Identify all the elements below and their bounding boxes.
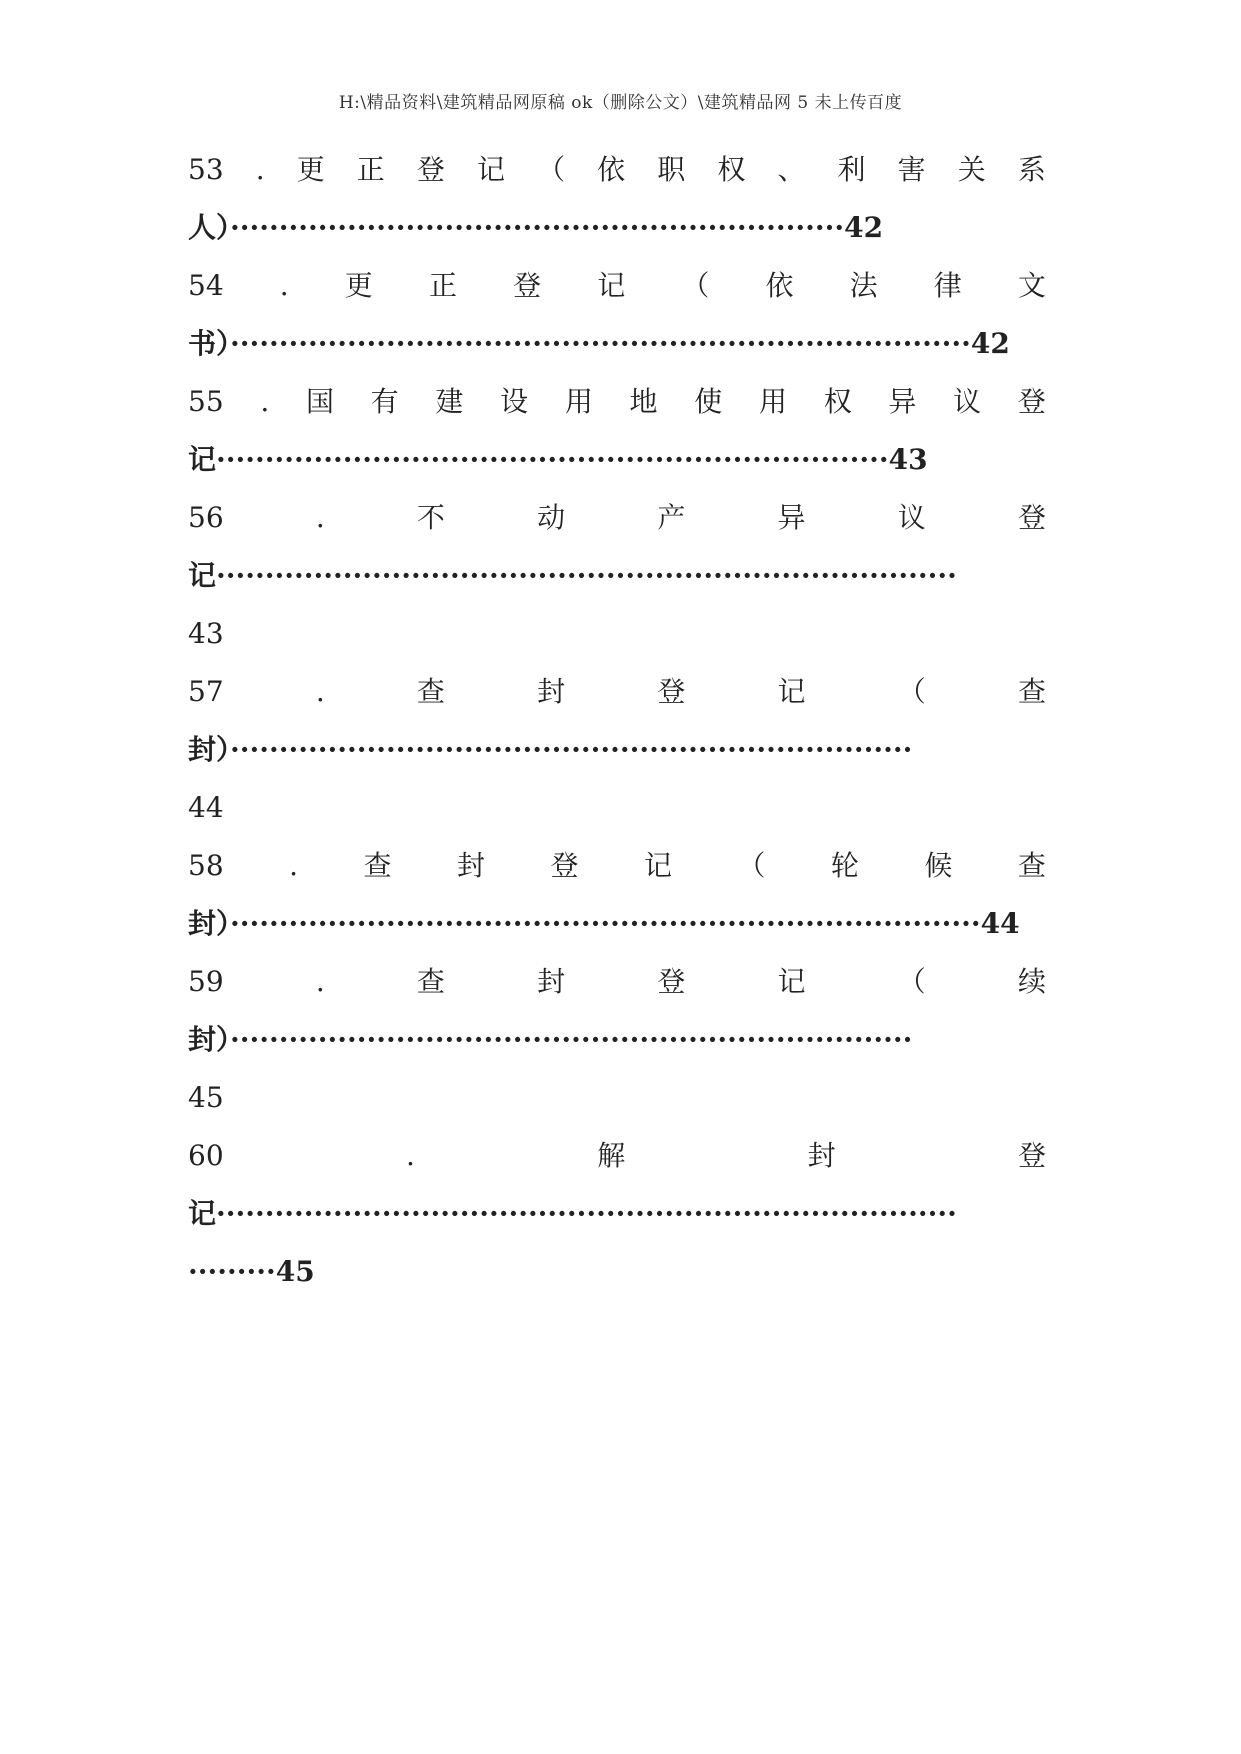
toc-title-token: 正 [428, 269, 457, 302]
toc-entry-53-leader[interactable]: 人）·······························································42 [188, 211, 884, 244]
toc-title-token: 查 [416, 675, 445, 708]
toc-entry-57-leader[interactable]: 封）······································································ [188, 733, 913, 766]
toc-title-token: 查 [1017, 675, 1046, 708]
toc-title-token: 查 [416, 965, 445, 998]
toc-title-token: . [255, 153, 265, 186]
toc-title-token: . [315, 501, 325, 534]
toc-title-token: 候 [924, 849, 953, 882]
toc-title-token: 记 [777, 675, 806, 708]
toc-title-token: 地 [629, 385, 658, 418]
toc-entry-56-page[interactable]: 43 [188, 617, 224, 650]
toc-entry-58-title[interactable] [188, 846, 1046, 886]
toc-title-token: . [289, 849, 299, 882]
toc-entry-60-leader[interactable]: 记············································································ [188, 1197, 957, 1230]
toc-entry-54-leader[interactable]: 书）············································································42 [188, 327, 1010, 360]
toc-title-token: （ [537, 153, 566, 186]
toc-entry-59-leader[interactable]: 封）······································································ [188, 1023, 913, 1056]
toc-title-token: 异 [777, 501, 806, 534]
toc-title-token: 使 [694, 385, 723, 418]
toc-title-token: 53 [188, 153, 224, 186]
toc-title-token: 系 [1017, 153, 1046, 186]
toc-title-token: . [405, 1139, 415, 1172]
toc-title-token: 登 [1017, 385, 1046, 418]
toc-title-token: 56 [188, 501, 224, 534]
toc-entry-53-title[interactable] [188, 150, 1046, 190]
toc-entry-57-title[interactable] [188, 672, 1046, 712]
toc-entry-54-title[interactable] [188, 266, 1046, 306]
toc-title-token: . [260, 385, 270, 418]
toc-entry-60-title[interactable] [188, 1136, 1046, 1176]
toc-title-token: 产 [657, 501, 686, 534]
toc-title-token: 封 [456, 849, 485, 882]
toc-title-token: 更 [344, 269, 373, 302]
toc-title-token: 封 [537, 965, 566, 998]
toc-title-token: （ [737, 849, 766, 882]
toc-entry-59-title[interactable] [188, 962, 1046, 1002]
toc-title-token: 文 [1017, 269, 1046, 302]
toc-title-token: 律 [933, 269, 962, 302]
toc-title-token: 关 [957, 153, 986, 186]
toc-entry-55-leader[interactable]: 记·····································································43 [188, 443, 928, 476]
toc-title-token: （ [897, 965, 926, 998]
toc-title-token: （ [897, 675, 926, 708]
toc-title-token: 动 [537, 501, 566, 534]
toc-title-token: 依 [597, 153, 626, 186]
toc-entry-57-page[interactable]: 44 [188, 791, 224, 824]
toc-title-token: . [315, 965, 325, 998]
toc-title-token: 不 [416, 501, 445, 534]
toc-title-token: 登 [1017, 501, 1046, 534]
toc-title-token: 59 [188, 965, 224, 998]
toc-title-token: 法 [849, 269, 878, 302]
toc-title-token: 议 [897, 501, 926, 534]
toc-title-token: 登 [416, 153, 445, 186]
toc-title-token: 解 [597, 1139, 626, 1172]
toc-title-token: 依 [765, 269, 794, 302]
toc-title-token: 建 [435, 385, 464, 418]
toc-title-token: 记 [597, 269, 626, 302]
toc-title-token: 记 [643, 849, 672, 882]
toc-entry-56-leader[interactable]: 记············································································ [188, 559, 957, 592]
toc-title-token: 国 [305, 385, 334, 418]
toc-title-token: 利 [837, 153, 866, 186]
toc-title-token: 57 [188, 675, 224, 708]
toc-title-token: 权 [823, 385, 852, 418]
toc-title-token: 正 [356, 153, 385, 186]
toc-title-token: 记 [476, 153, 505, 186]
toc-title-token: 登 [657, 675, 686, 708]
toc-title-token: 用 [758, 385, 787, 418]
toc-title-token: 登 [1017, 1139, 1046, 1172]
toc-title-token: . [315, 675, 325, 708]
toc-title-token: 害 [897, 153, 926, 186]
toc-title-token: 60 [188, 1139, 224, 1172]
toc-title-token: （ [681, 269, 710, 302]
toc-title-token: 异 [888, 385, 917, 418]
toc-title-token: 更 [296, 153, 325, 186]
toc-title-token: 58 [188, 849, 224, 882]
toc-title-token: 权 [717, 153, 746, 186]
toc-title-token: 55 [188, 385, 224, 418]
toc-title-token: 续 [1017, 965, 1046, 998]
toc-entry-58-leader[interactable]: 封）·············································································44 [188, 907, 1020, 940]
toc-entry-59-page[interactable]: 45 [188, 1081, 224, 1114]
toc-title-token: . [279, 269, 289, 302]
toc-title-token: 查 [363, 849, 392, 882]
toc-title-token: 登 [513, 269, 542, 302]
toc-title-token: 查 [1017, 849, 1046, 882]
toc-entry-56-title[interactable] [188, 498, 1046, 538]
toc-entry-55-title[interactable] [188, 382, 1046, 422]
toc-title-token: 有 [370, 385, 399, 418]
toc-title-token: 设 [500, 385, 529, 418]
toc-title-token: 、 [777, 153, 806, 186]
toc-title-token: 封 [537, 675, 566, 708]
toc-title-token: 54 [188, 269, 224, 302]
toc-title-token: 记 [777, 965, 806, 998]
toc-title-token: 议 [953, 385, 982, 418]
toc-title-token: 职 [657, 153, 686, 186]
toc-title-token: 轮 [830, 849, 859, 882]
toc-title-token: 用 [564, 385, 593, 418]
toc-title-token: 封 [807, 1139, 836, 1172]
toc-entry-60-page[interactable]: ·········45 [188, 1255, 315, 1288]
toc-title-token: 登 [550, 849, 579, 882]
page-header-path: H:\精品资料\建筑精品网原稿 ok（删除公文）\建筑精品网 5 未上传百度 [338, 93, 903, 113]
toc-title-token: 登 [657, 965, 686, 998]
